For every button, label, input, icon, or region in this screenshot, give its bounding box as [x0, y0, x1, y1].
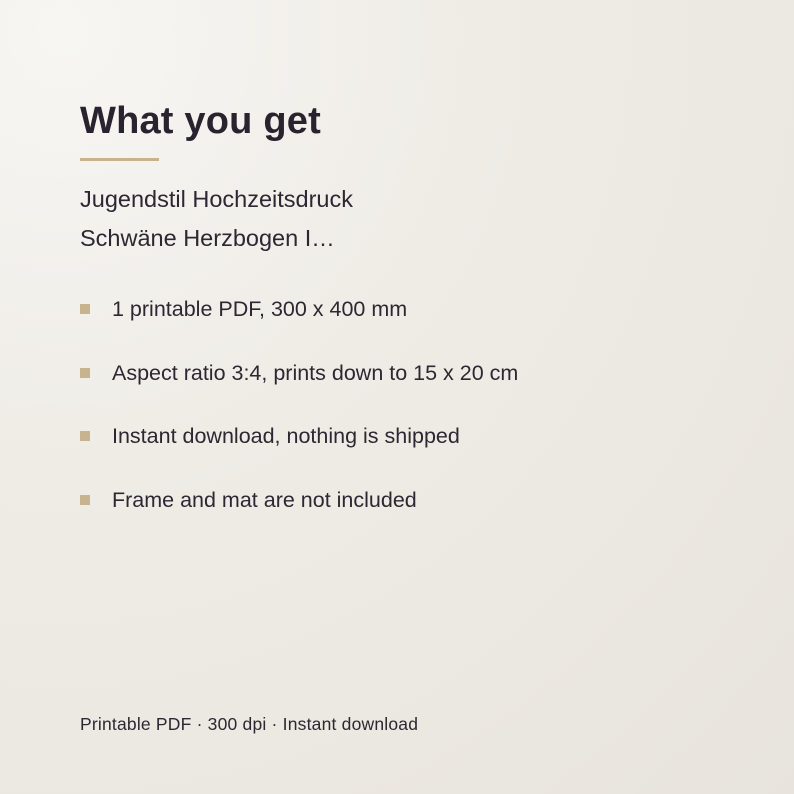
feature-list [80, 291, 518, 545]
product-name-line-2: Schwäne Herzbogen I… [80, 225, 335, 251]
footer-specs: Printable PDF · 300 dpi · Instant download [80, 714, 419, 734]
title-divider [80, 158, 159, 161]
feature-text: Frame and mat are not included [112, 487, 417, 512]
product-name [80, 180, 680, 258]
feature-item [80, 291, 518, 355]
square-bullet-icon [80, 368, 90, 378]
page-title: What you get [80, 100, 321, 142]
feature-text: Instant download, nothing is shipped [112, 424, 460, 448]
feature-item [80, 482, 518, 546]
feature-item [80, 355, 518, 419]
feature-text: 1 printable PDF, 300 x 400 mm [112, 297, 408, 321]
feature-text: Aspect ratio 3:4, prints down to 15 x 20 cm [112, 360, 519, 385]
product-name-line-1: Jugendstil Hochzeitsdruck [80, 186, 353, 212]
square-bullet-icon [80, 495, 90, 505]
feature-item [80, 418, 518, 482]
square-bullet-icon [80, 431, 90, 441]
square-bullet-icon [80, 304, 90, 314]
